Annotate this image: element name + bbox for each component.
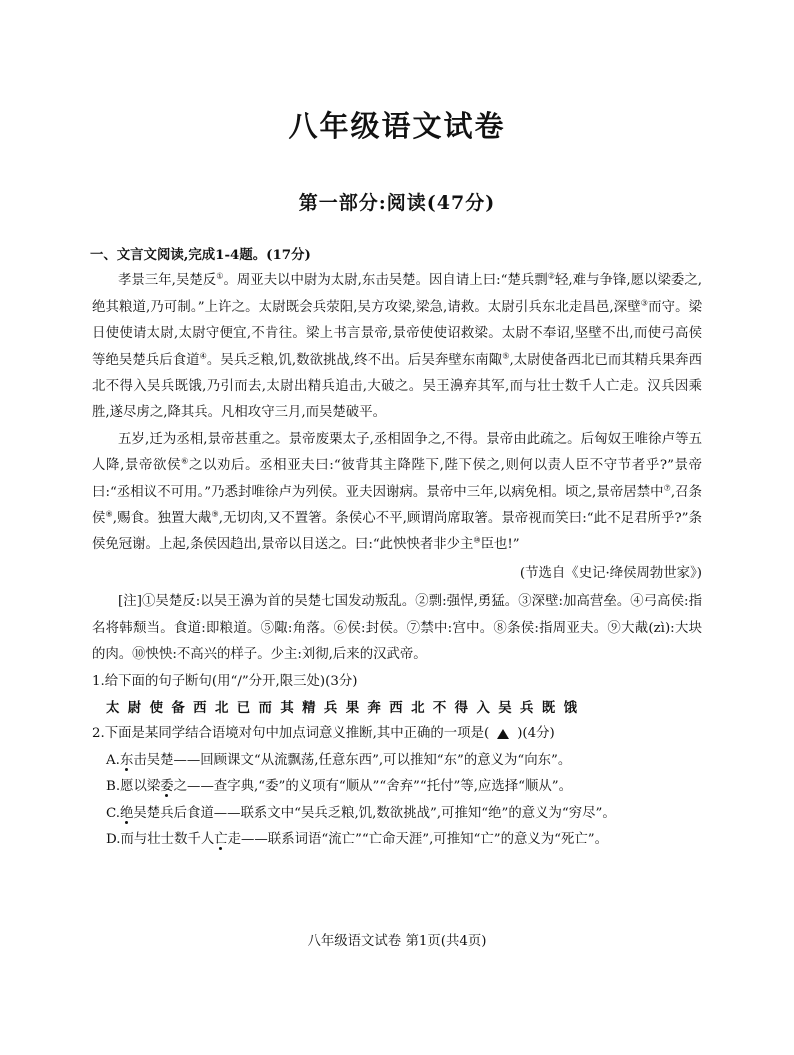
passage-text: 而守。梁日使使请太尉,太尉守便宜,不肯往。梁上书言景帝,景帝使使诏救梁。太尉不奉诏,坚壁不出,而使弓高侯等绝吴楚兵后食道 xyxy=(92,299,702,368)
option-text: 之——查字典,“委”的义项有“顺从”“舍弃”“托付”等,应选择“顺从”。 xyxy=(173,779,573,795)
question-1-stem: 1.给下面的句子断句(用“/”分开,限三处)(3分) xyxy=(92,673,358,689)
dotted-word: 东 xyxy=(119,752,134,768)
note-marker: ④ xyxy=(199,351,207,361)
note-marker: ③ xyxy=(640,298,649,308)
option-a xyxy=(92,748,702,774)
passage-text: 。吴兵乏粮,饥,数欲挑战,终不出。后吴奔壁东南陬 xyxy=(206,352,503,368)
question-2-score: )(4分) xyxy=(517,726,555,742)
passage-text: 轻,难与争锋,愿以梁委之,绝其粮道,乃可制。”上许之。太尉既会兵荥阳,吴方攻梁,梁急,请救。太尉引兵东北走昌邑,深壁 xyxy=(92,273,702,315)
annotations: [注]①吴楚反:以吴王濞为首的吴楚七国发动叛乱。②剽:强悍,勇猛。③深壁:加高营垒。④弓高侯:指名将韩颓当。食道:即粮道。⑤陬:角落。⑥侯:封侯。⑦禁中:宫中。⑧条侯:指周亚夫。⑨大胾(zì):大块的肉。⑩怏怏:不高兴的样子。少主:刘彻,后来的汉武帝。 xyxy=(92,594,702,663)
passage-text: ,赐食。独置大胾 xyxy=(112,511,212,527)
option-label: D.而与壮士数千人 xyxy=(106,831,215,847)
question-2-stem xyxy=(92,721,702,747)
note-marker: ⑩ xyxy=(473,536,481,545)
dotted-word: 绝 xyxy=(120,805,134,821)
option-b xyxy=(92,774,702,800)
passage-text: 五岁,迁为丞相,景帝甚重之。景帝废栗太子,丞相固争之,不得。景帝由此疏之。后匈奴王唯徐卢等五人降,景帝欲侯 xyxy=(92,431,702,474)
passage-paragraph-1 xyxy=(92,268,702,426)
option-label: B.愿以梁 xyxy=(106,779,161,795)
passage-paragraph-2 xyxy=(92,427,702,559)
note-marker: ⑤ xyxy=(502,351,510,361)
option-text: 击吴楚——回顾课文“从流飘荡,任意东西”,可以推知“东”的意义为“向东”。 xyxy=(133,752,572,768)
passage-source: (节选自《史记·绛侯周勃世家》) xyxy=(519,565,702,581)
option-text: 走——联系词语“流亡”“亡命天涯”,可推知“亡”的意义为“死亡”。 xyxy=(227,831,609,847)
question-1-sentence: 太尉使备西北已而其精兵果奔西北不得入吴兵既饿 xyxy=(106,699,586,716)
question-2-stem-text: 2.下面是某同学结合语境对句中加点词意义推断,其中正确的一项是( xyxy=(92,726,490,742)
section-heading: 一、文言文阅读,完成1-4题。(17分) xyxy=(90,247,311,263)
option-d xyxy=(92,827,702,853)
reading-section xyxy=(92,242,702,853)
option-label: C. xyxy=(106,805,121,821)
dotted-word: 委 xyxy=(160,779,174,795)
passage-text: ,召条侯 xyxy=(92,484,702,527)
option-text: 吴楚兵后食道——联系文中“吴兵乏粮,饥,数欲挑战”,可推知“绝”的意义为“穷尽”。 xyxy=(133,805,616,821)
dotted-word: 亡 xyxy=(214,831,228,847)
passage-text: ,太尉使备西北已而其精兵果奔西北不得入吴兵既饿,乃引而去,太尉出精兵追击,大破之。吴王濞弃其军,而与壮士数千人亡走。汉兵因乘胜,遂尽虏之,降其兵。凡相攻守三月,而吴楚破平。 xyxy=(92,352,702,421)
passage-text: 臣也!” xyxy=(480,537,520,553)
answer-blank-triangle-icon xyxy=(497,729,509,739)
passage-text: ,无切肉,又不置箸。条侯心不平,顾谓尚席取箸。景帝视而笑曰:“此不足君所乎?”条侯免冠谢。上起,条侯因趋出,景帝以目送之。曰:“此怏怏者非少主 xyxy=(92,511,703,553)
option-label: A. xyxy=(106,752,120,768)
note-marker: ① xyxy=(216,271,224,281)
note-marker: ② xyxy=(547,271,555,281)
part-title: 第一部分:阅读(47分) xyxy=(298,192,496,214)
note-marker: ⑨ xyxy=(211,509,219,519)
note-marker: ⑦ xyxy=(663,483,671,493)
passage-text: 孝景三年,吴楚反 xyxy=(118,273,217,289)
option-c xyxy=(92,801,702,827)
page-footer: 八年级语文试卷 第1页(共4页) xyxy=(307,934,487,949)
note-marker: ⑥ xyxy=(181,456,189,466)
note-marker: ⑧ xyxy=(105,509,113,519)
exam-title: 八年级语文试卷 xyxy=(288,109,506,143)
passage-text: 。周亚夫以中尉为太尉,东击吴楚。因自请上曰:“楚兵剽 xyxy=(223,273,548,289)
passage-text: 之以劝后。丞相亚夫曰:“彼背其主降陛下,陛下侯之,则何以责人臣不守节者乎?”景帝曰:“丞相议不可用。”乃悉封唯徐卢为列侯。亚夫因谢病。景帝中三年,以病免相。顷之,景帝居禁中 xyxy=(92,458,702,500)
